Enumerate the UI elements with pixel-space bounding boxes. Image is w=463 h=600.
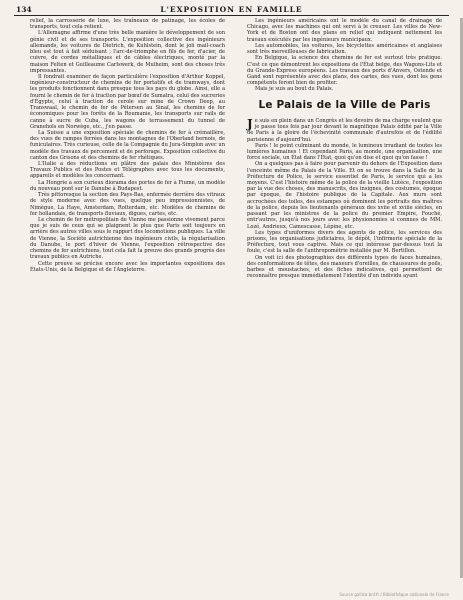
paragraph: L'Italie a des réductions en plâtre des palais des Ministères des Travaux Publics et des Postes et Télégraphes avec tous les documents, appareils et modèles les concernant. (30, 161, 225, 180)
paragraph: On a quelques pas à faire pour parvenir du dehors de l'Exposition dans l'enceinte même du Palais de la Ville. Et on se trouve dans la Salle de la Préfecture de Police, le service essentiel de Paris, le service qui a les moyens. C'est l'histoire même de la police de la vieille Lutèce, l'exposition par la vue des choses, des manuscrits, des insignes, des costumes, époque par époque, de l'histoire publique de la Capitale. Aux murs sont accrochées des toiles, des estampes où dominent les portraits des maîtres de la police, depuis les lieutenants généraux des xviie et xviiie siècles, en passant par les ministres de la police du premier Empire, Fouché, entr'autres, jusqu'à nos jours avec les physionomies si connues de MM. Lozé, Andrieux, Camescasse, Lépine, etc. (247, 161, 442, 230)
paragraph: L'Allemagne affirme d'une très belle manière le développement de son génie civil et de ses transports. L'exposition collective des ingénieurs allemands, les voitures de Dietrich, de Kuhlstein, dont le joli mail-coach bleu est tout à fait séduisant ; l'arc-de-triomphe en fils de fer, d'acier, de cuivre, de cordes métalliques et de câbles électriques, monté par la maison Felten et Guilleaume Carlswerk, de Mulheim, sont des choses très impressantes. (30, 30, 225, 74)
paragraph: Cette preuve se précise encore avec les importantes expositions des États-Unis, de la Belgique et de l'Angleterre. (30, 260, 225, 273)
paragraph-dropcap (247, 118, 442, 143)
left-column (30, 18, 225, 273)
paragraph: La Hongrie a son curieux diorama des portes de fer à Fiume, un modèle du nouveau pont sur le Danube à Budapest. (30, 179, 225, 192)
dropcap-text: e suis en plein dans un Congrès et les devoirs de ma charge veulent que je passe tous feis par jour devant le magnifique Palais édifié par la Ville de Paris à la gloire de l'échevinité communale d'autrefois et de l'édilité parisienne d'aujourd'hui. (247, 117, 442, 143)
paragraph: Les automobiles, les voitures, les bicyclettes américaines et anglaises sont très merveilleuses de fabrication. (247, 42, 442, 56)
paragraph: Le chemin de fer métropolitain de Vienne me passionne vivement parce que je suis de ceux qui se plaignent le plus que Paris soit toujours en arrière des autres villes sous le rapport des locomotions publiques. La ville de Vienne, la Société autrichienne des ingénieurs civils, la régularisation du Danube, le port d'hiver de Vienne, l'exposition rétrospective des chemins de fer autrichiens, tout cela fait la preuve des grands progrès des travaux publics en Autriche. (30, 217, 225, 261)
right-column (247, 18, 442, 280)
running-title: L'EXPOSITION EN FAMILLE (160, 5, 303, 14)
paragraph: Les ingénieurs américains ont le modèle du canal de drainage de Chicago, avec les machines qui ont servi à le creuser. Les villes de New-York et de Boston ont des plans en relief qui indiquent nettement les travaux exécutés par les ingénieurs municipaux. (247, 18, 442, 43)
paragraph: Les types d'uniformes divers des agents de police, les services des prisons, les organisations judiciaires, le dépôt, l'infirmerie spéciale de la Préfecture, tout vous captive. Mais ce qui intéresse par-dessus tout la foule, c'est la salle de l'anthropométrie installée par M. Bertillon. (247, 229, 442, 255)
page-number: 134 (16, 5, 32, 14)
section-heading: Le Palais de la Ville de Paris (258, 98, 431, 111)
paragraph: relief, la carrosserie de luxe, les traîneaux de patinage, les écoles de transports, tout cela retient. (30, 18, 225, 31)
paragraph: On voit ici des photographies des différents types de faces humaines, des conformations de têtes, des maxeurs d'oreilles, de chaussures de poils, barbes et moustaches, et des fiches indicatives, qui permettent de reconnaître presque immédiatement l'identité d'un individu ayant (247, 254, 442, 280)
paragraph: Paris ! le point culminant du monde, le lumineux irradiant de toutes les lumières humaines ! Et cependant Paris, au monde, une organisation, une force sociale, un État dans l'État, quoi qu'on dise et quoi qu'on fasse ! (247, 142, 442, 162)
source-footer: Source gallica.bnf.fr / Bibliothèque nationale de France (339, 592, 449, 597)
paragraph: Mais je suis au bout du Palais. (255, 86, 334, 93)
paragraph: Très pittoresque la section des Pays-Bas, enfermée derrière des vitraux de style moderne avec des vues, quelque peu impressionnistes, de Nimègue, La Haye, Amsterdam, Rotterdam, etc. Modèles de chemins de fer hollandais, de transports fluviaux, digues, cartes, etc. (30, 192, 225, 217)
paragraph: En Belgique, la science des chemins de fer est surtout très pratique. C'est ce que démontrent les expositions de l'État belge, des Wagons-Lits et du Grande-Express européens. Les travaux des ports d'Anvers, Ostende et Gand sont représentés avec des plans, des cartes, des vues, dont les gens compétents feront bien de profiter. (247, 55, 442, 87)
paragraph: Il fondrait examiner de façon particulière l'exposition d'Arthur Koppel, ingénieur-constructeur de chemins de fer portatifs et de tramways, dont les produits fonctionnent dans presque tous les pays du globe. Ainsi, elle a fourni le chemin de fer à traction par bœuf de Sumatra, celui des sucreries d'Égypte, celui à traction de cerole sur mine de Crown Deep, au Transwaal, le chemin de fer de Pétersen au Sinaï, les chemins de fer économiques pour les forêts de la Roumanie, les transports sur rails de canne à sucre de Cuba, les wagons de terrassement du tunnel de Granehols en Norwège, etc., j'en passe. (30, 73, 225, 130)
drop-cap-letter: J (247, 116, 253, 131)
page-header (14, 5, 449, 19)
paragraph: La Suisse a une exposition spéciale de chemins de fer à crémaillère, des vues de rampes ferrées dans les montagnes de l'Oberland bernois, de funiculaires. Très curieuse, celle de la Compagnie du Jura-Simplon avec un modèle des travaux de percement et de perforage. Exposition collective du canton des Grisons et des chemins de fer rhétiques. (30, 129, 225, 161)
header-rule (14, 15, 449, 16)
